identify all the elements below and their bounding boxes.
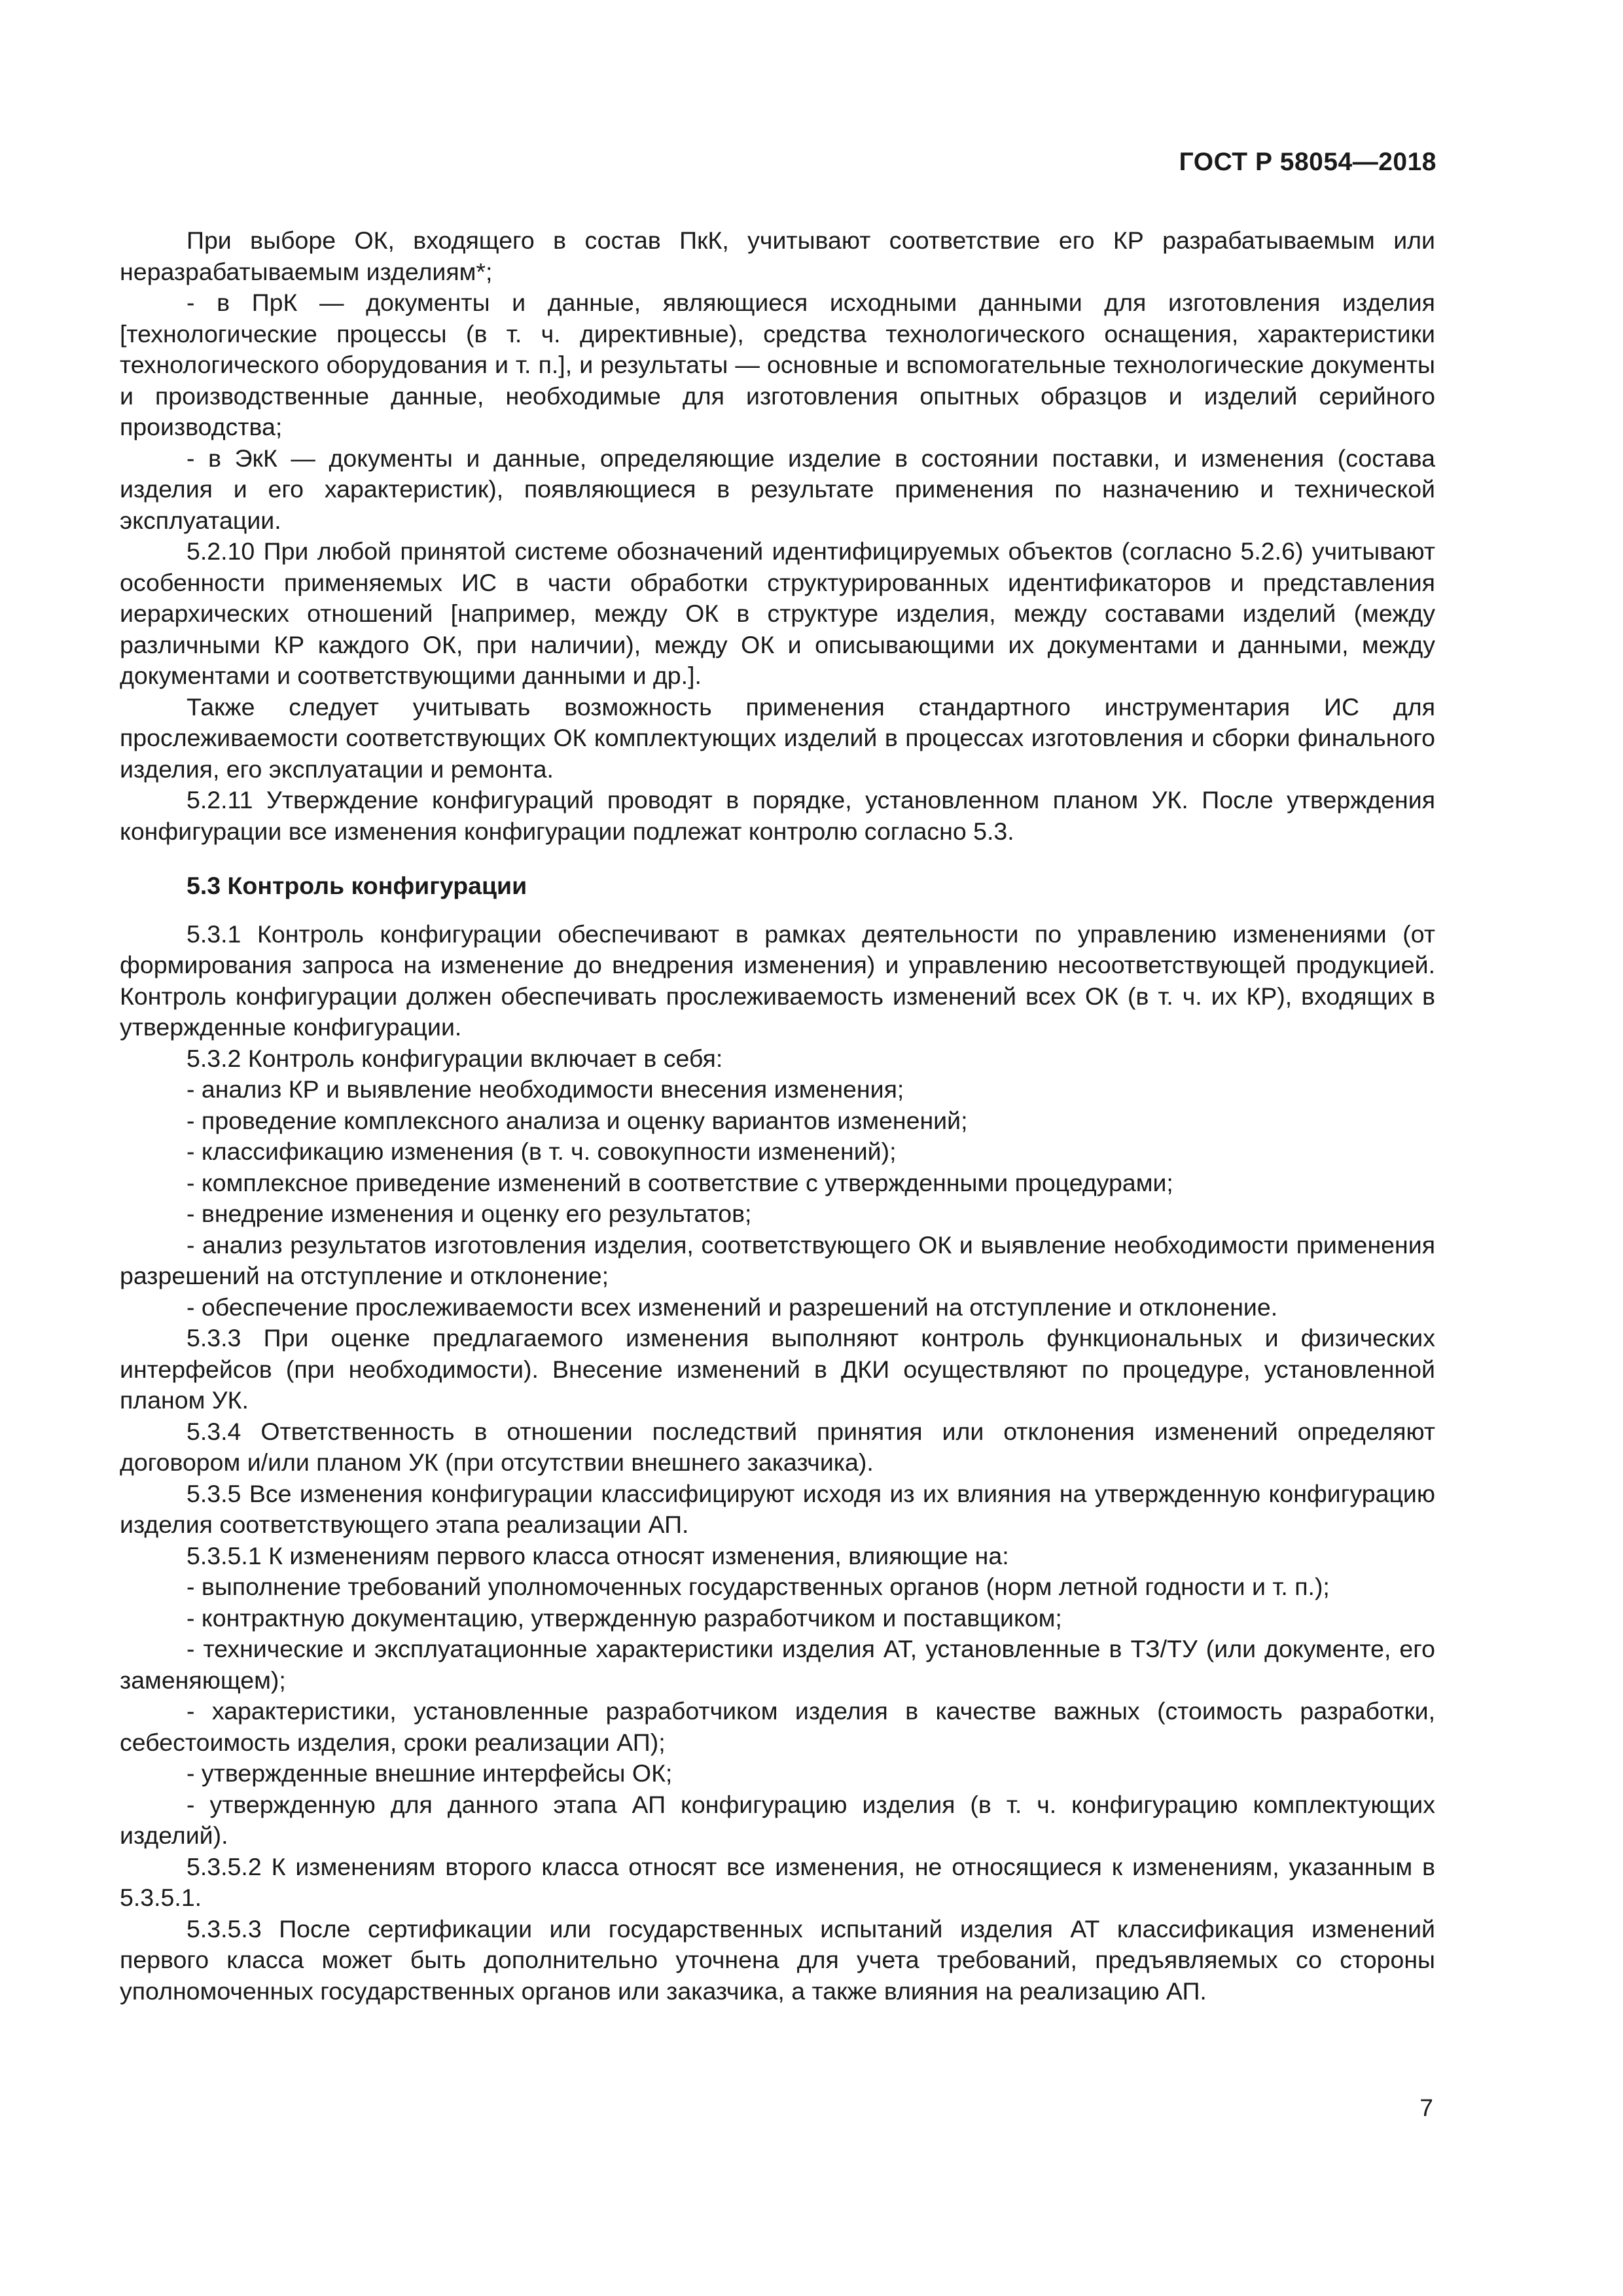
list-item: - утвержденные внешние интерфейсы ОК;	[187, 1759, 673, 1787]
paragraph: 5.3.4 Ответственность в отношении последствий принятия или отклонения изменений определяют договором и/или планом УК (при отсутствии внешнего заказчика).	[120, 1417, 1435, 1476]
paragraph: 5.3.5.2 К изменениям второго класса относят все изменения, не относящиеся к изменениям, указанным в 5.3.5.1.	[120, 1852, 1435, 1911]
paragraph: 5.3.5 Все изменения конфигурации классифицируют исходя из их влияния на утвержденную конфигурацию изделия соответствующего этапа реализации АП.	[120, 1479, 1435, 1538]
list-item: - характеристики, установленные разработчиком изделия в качестве важных (стоимость разработки, себестоимость изделия, сроки реализации АП);	[120, 1697, 1435, 1756]
list-item: - контрактную документацию, утвержденную разработчиком и поставщиком;	[187, 1604, 1062, 1632]
paragraph: 5.3.3 При оценке предлагаемого изменения выполняют контроль функциональных и физических интерфейсов (при необходимости). Внесение изменений в ДКИ осуществляют по процедуре, установленной планом УК.	[120, 1324, 1435, 1414]
paragraph: 5.3.5.3 После сертификации или государственных испытаний изделия АТ классификация изменений первого класса может быть дополнительно уточнена для учета требований, предъявляемых со стороны уполномоченных государственных органов или заказчика, а также влияния на реализацию АП.	[120, 1914, 1435, 2005]
document-body	[120, 225, 1435, 2007]
paragraph: Также следует учитывать возможность применения стандартного инструментария ИС для прослеживаемости соответствующих ОК комплектующих изделий в процессах изготовления и сборки финального изделия, его эксплуатации и ремонта.	[120, 692, 1435, 783]
paragraph: 5.3.5.1 К изменениям первого класса относят изменения, влияющие на:	[187, 1541, 1009, 1570]
page-number: 7	[1419, 2094, 1433, 2121]
list-item: - внедрение изменения и оценку его результатов;	[187, 1200, 752, 1227]
list-item: - утвержденную для данного этапа АП конфигурацию изделия (в т. ч. конфигурацию комплектующих изделий).	[120, 1790, 1435, 1849]
paragraph: 5.3.2 Контроль конфигурации включает в себя:	[187, 1044, 723, 1072]
section-heading: 5.3 Контроль конфигурации	[187, 872, 527, 899]
list-item: - технические и эксплуатационные характеристики изделия АТ, установленные в ТЗ/ТУ (или документе, его заменяющем);	[120, 1635, 1435, 1694]
list-item: - классификацию изменения (в т. ч. совокупности изменений);	[187, 1138, 897, 1165]
list-item: - обеспечение прослеживаемости всех изменений и разрешений на отступление и отклонение.	[187, 1293, 1278, 1321]
list-item: - выполнение требований уполномоченных государственных органов (норм летной годности и т. п.);	[187, 1573, 1330, 1600]
list-item: - проведение комплексного анализа и оценку вариантов изменений;	[187, 1106, 968, 1134]
list-item: - в ПрК — документы и данные, являющиеся исходными данными для изготовления изделия [технологические процессы (в т. ч. директивные), средства технологического оснащения, характеристики технологического оборудования и т. п.], и результаты — основные и вспомогательные технологические документы и производственные данные, необходимые для изготовления опытных образцов и изделий серийного производства;	[120, 289, 1435, 440]
document-code: ГОСТ Р 58054—2018	[1179, 148, 1436, 176]
list-item: - комплексное приведение изменений в соответствие с утвержденными процедурами;	[187, 1168, 1173, 1196]
paragraph: 5.2.11 Утверждение конфигураций проводят в порядке, установленном планом УК. После утверждения конфигурации все изменения конфигурации подлежат контролю согласно 5.3.	[120, 786, 1435, 845]
list-item: - в ЭкК — документы и данные, определяющие изделие в состоянии поставки, и изменения (состава изделия и его характеристик), появляющиеся в результате применения по назначению и технической эксплуатации.	[120, 444, 1435, 534]
paragraph: 5.2.10 При любой принятой системе обозначений идентифицируемых объектов (согласно 5.2.6) учитывают особенности применяемых ИС в части обработки структурированных идентификаторов и представления иерархических отношений [например, между ОК в структуре изделия, между составами изделий (между различными КР каждого ОК, при наличии), между ОК и описывающими их документами и данными, между документами и соответствующими данными и др.].	[120, 537, 1435, 689]
paragraph: 5.3.1 Контроль конфигурации обеспечивают в рамках деятельности по управлению изменениями (от формирования запроса на изменение до внедрения изменения) и управлению несоответствующей продукцией. Контроль конфигурации должен обеспечивать прослеживаемость изменений всех ОК (в т. ч. их КР), входящих в утвержденные конфигурации.	[120, 920, 1435, 1041]
list-item: - анализ КР и выявление необходимости внесения изменения;	[187, 1075, 904, 1103]
list-item: - анализ результатов изготовления изделия, соответствующего ОК и выявление необходимости применения разрешений на отступление и отклонение;	[120, 1230, 1435, 1289]
paragraph: При выборе ОК, входящего в состав ПкК, учитывают соответствие его КР разрабатываемым или неразрабатываемым изделиям*;	[120, 226, 1435, 285]
